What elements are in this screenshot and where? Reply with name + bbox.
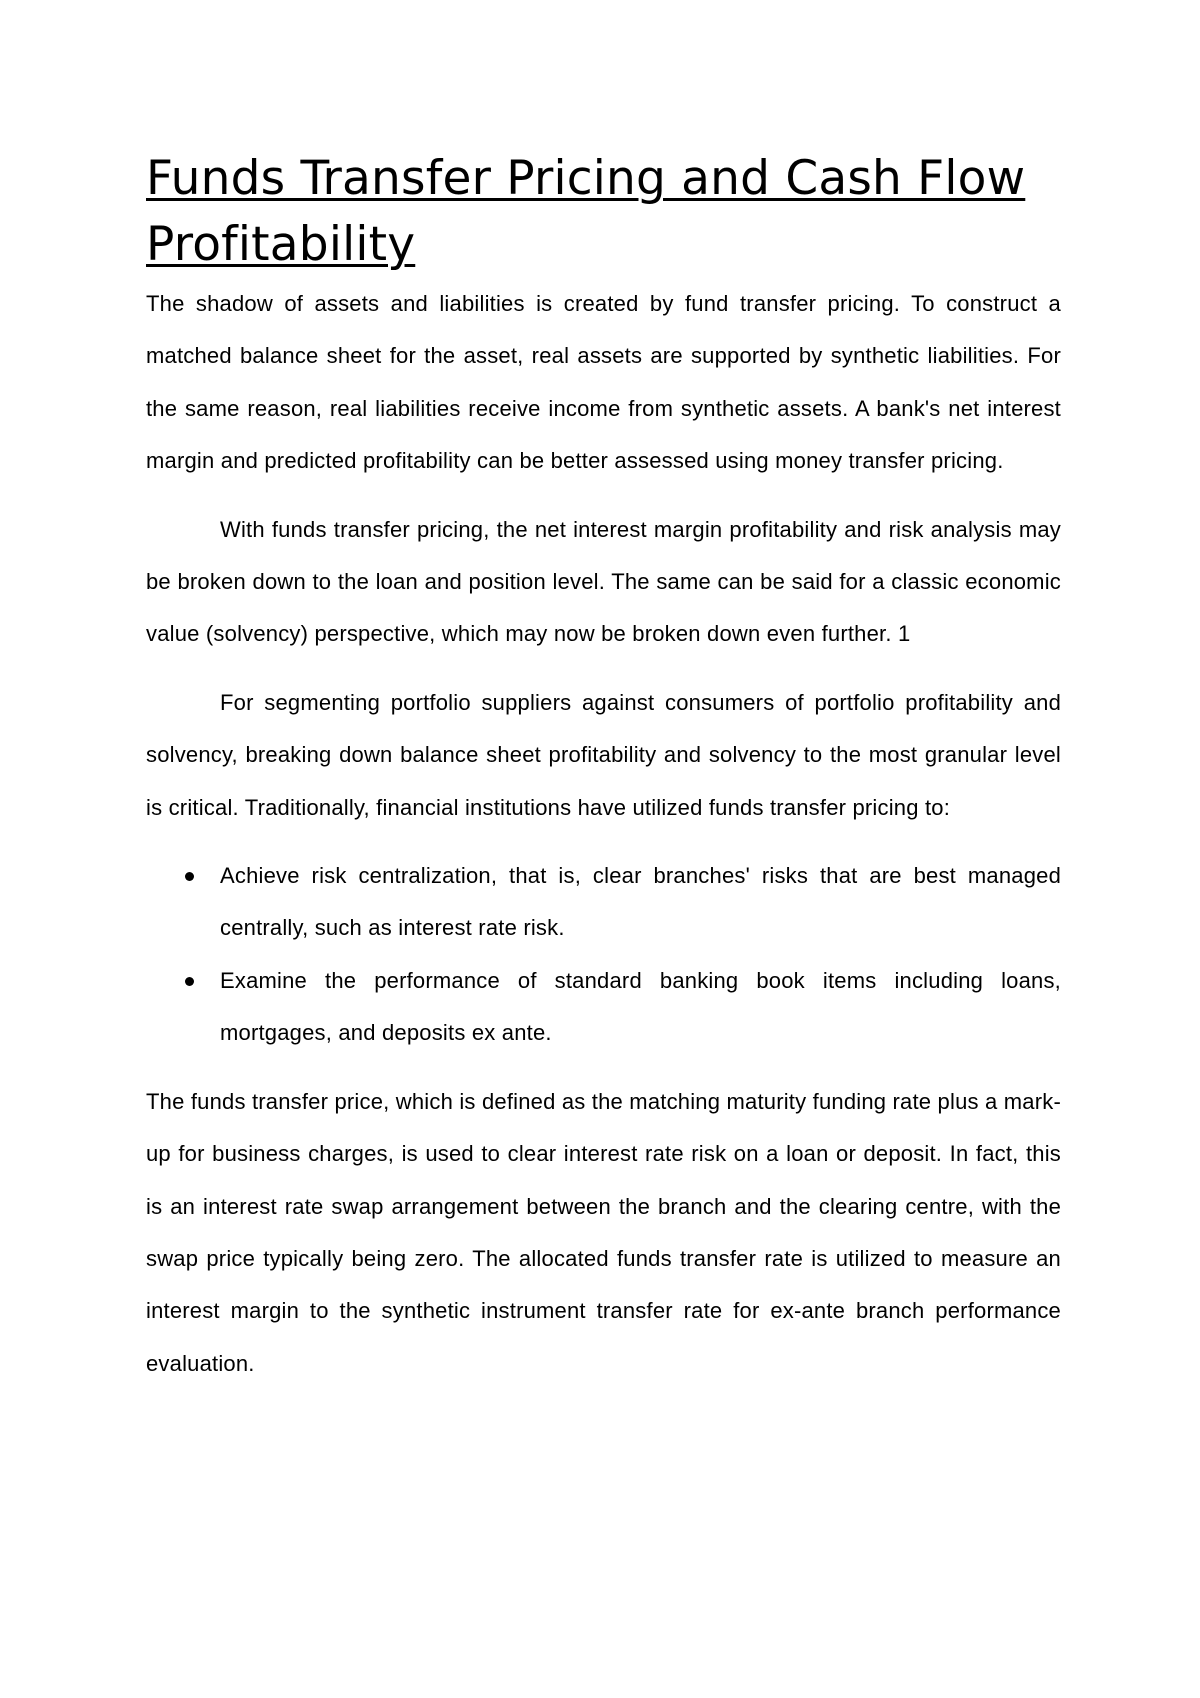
document-content xyxy=(146,146,1061,1390)
bullet-text: Examine the performance of standard banking book items including loans, mortgages, and deposits ex ante. xyxy=(220,967,1061,1046)
paragraph-closing: The funds transfer price, which is defined as the matching maturity funding rate plus a mark-up for business charges, is used to clear interest rate risk on a loan or deposit. In fact, this is an interest rate swap arrangement between the branch and the clearing centre, with the swap price typically being zero. The allocated funds transfer rate is utilized to measure an interest margin to the synthetic instrument transfer rate for ex-ante branch performance evaluation. xyxy=(146,1088,1061,1376)
bullet-item xyxy=(146,850,1061,955)
document-title: Funds Transfer Pricing and Cash Flow Profitability xyxy=(146,151,1026,272)
paragraph-intro: The shadow of assets and liabilities is created by fund transfer pricing. To construct a matched balance sheet for the asset, real assets are supported by synthetic liabilities. For the same reason, real liabilities receive income from synthetic assets. A bank's net interest margin and predicted profitability can be better assessed using money transfer pricing. xyxy=(146,291,1061,474)
paragraph-segmenting: For segmenting portfolio suppliers against consumers of portfolio profitability and solvency, breaking down balance sheet profitability and solvency to the most granular level is critical. Traditionally, financial institutions have utilized funds transfer pricing to: xyxy=(146,689,1061,820)
bullet-list xyxy=(146,850,1061,1060)
bullet-text: Achieve risk centralization, that is, clear branches' risks that are best managed centrally, such as interest rate risk. xyxy=(220,863,1061,941)
bullet-item xyxy=(146,955,1061,1060)
bullet-dot-icon xyxy=(185,977,194,986)
bullet-dot-icon xyxy=(185,872,194,881)
paragraph-ftp-breakdown: With funds transfer pricing, the net interest margin profitability and risk analysis may be broken down to the loan and position level. The same can be said for a classic economic value (solvency) perspective, which may now be broken down even further. 1 xyxy=(146,516,1061,647)
